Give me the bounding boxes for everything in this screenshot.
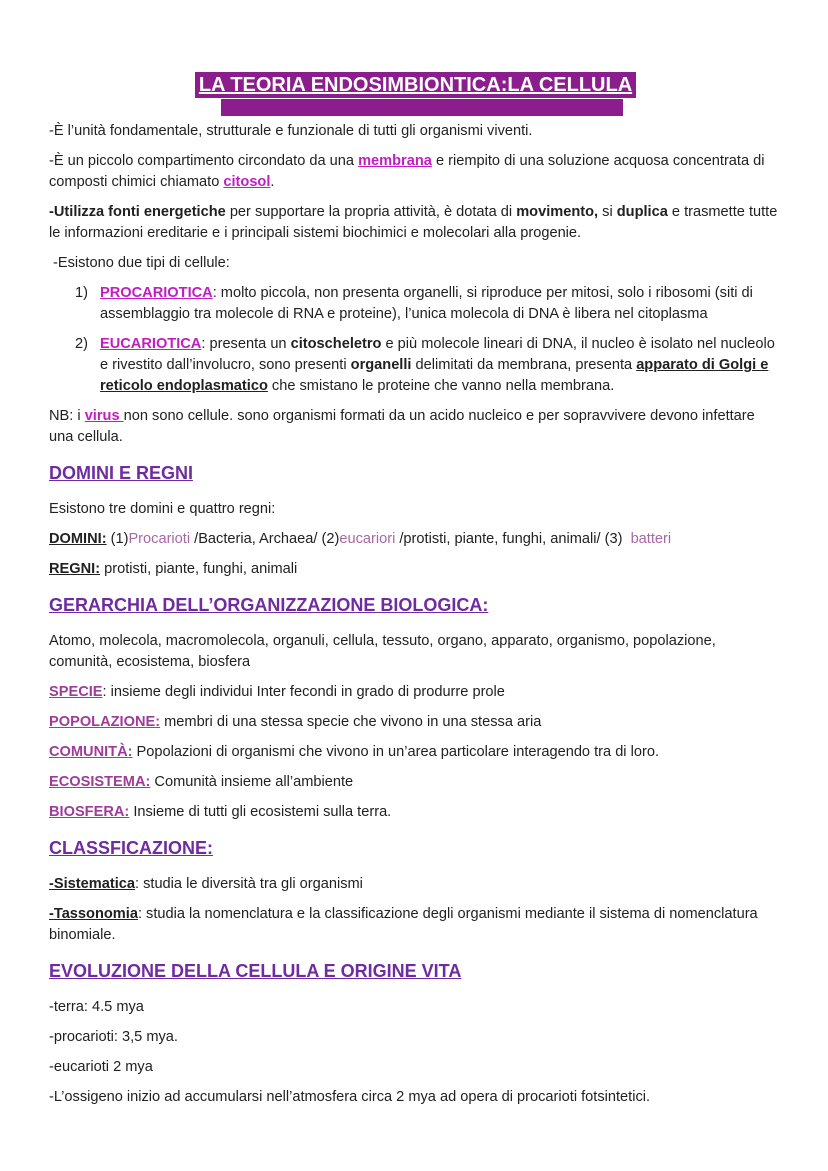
bold-run: organelli [350,357,412,373]
text-run: -eucarioti 2 mya [49,1059,153,1075]
nb-paragraph [49,406,782,448]
list-item [49,334,782,397]
text-run: non sono cellule. sono organismi formati da un acido nucleico e per sopravvivere devono infettare una cellula. [49,408,755,445]
regni-line [49,559,782,580]
biosfera-line [49,802,782,823]
text-run: -È un piccolo compartimento circondato da una [49,153,359,169]
text-run: NB: i [49,408,85,424]
intro-line-3 [49,202,782,244]
text-run: e più molecole lineari di DNA, il nucleo è isolato nel nucleolo e rivestito dall’involucro, sono presenti [100,336,775,373]
label-biosfera: BIOSFERA: [49,804,130,820]
bold-run: movimento, [516,204,599,220]
intro-line-1-text: -È l’unità fondamentale, strutturale e funzionale di tutti gli organismi viventi. [49,123,533,139]
label-sistematica: -Sistematica [49,876,135,892]
list-number: 2) [75,336,88,352]
specie-line [49,682,782,703]
bold-run: citoscheletro [290,336,382,352]
text-run: -L’ossigeno inizio ad accumularsi nell’atmosfera circa 2 mya ad opera di procarioti fotsintetici. [49,1089,651,1105]
cell-types-list [49,283,782,397]
text-run: che smistano le proteine che vanno nella membrana. [267,378,615,394]
heading-evoluzione: EVOLUZIONE DELLA CELLULA E ORIGINE VITA [49,961,462,981]
heading-gerarchia: GERARCHIA DELL’ORGANIZZAZIONE BIOLOGICA: [49,595,489,615]
bold-run: duplica [616,204,668,220]
label-comunita: COMUNITÀ: [49,744,133,760]
tassonomia-line [49,904,782,946]
domini-line [49,529,782,550]
text-run: membri di una stessa specie che vivono in una stessa aria [160,714,542,730]
title-highlight-bar [221,99,623,116]
text-run: si [598,204,617,220]
label-specie: SPECIE [49,684,103,700]
text-run: : insieme degli individui Inter fecondi in grado di produrre prole [102,684,505,700]
text-run: -terra: 4.5 mya [49,999,144,1015]
text-run: : molto piccola, non presenta organelli, si riproduce per mitosi, solo i ribosomi (siti di assemblaggio tra molecole di RNA e proteine), l’unica molecola di DNA è libera nel citoplasma [100,285,753,322]
text-run: Popolazioni di organismi che vivono in un’area particolare interagendo tra di loro. [132,744,659,760]
word-eucariori: eucariori [339,531,396,547]
intro-line-1 [49,121,782,142]
ecosistema-line [49,772,782,793]
label-regni: REGNI: [49,561,101,577]
domini-intro [49,499,782,520]
text-run: delimitati da membrana, presenta [411,357,637,373]
label-ecosistema: ECOSISTEMA: [49,774,151,790]
label-domini: DOMINI: [49,531,107,547]
text-run: -procarioti: 3,5 mya. [49,1029,178,1045]
text-run: : studia le diversità tra gli organismi [134,876,363,892]
text-run: (1) [106,531,129,547]
text-run: Insieme di tutti gli ecosistemi sulla terra. [129,804,392,820]
text-run: Esistono tre domini e quattro regni: [49,501,276,517]
heading-classificazione: CLASSFICAZIONE: [49,838,213,858]
bold-run: -Utilizza fonti energetiche [49,204,226,220]
link-membrana[interactable]: membrana [358,153,432,169]
link-eucariotica[interactable]: EUCARIOTICA [100,336,202,352]
text-run: /Bacteria, Archaea/ (2) [190,531,340,547]
label-tassonomia: -Tassonomia [49,906,138,922]
text-run: : studia la nomenclatura e la classificazione degli organismi mediante il sistema di nomenclatura binomiale. [49,906,758,943]
text-run: Comunità insieme all’ambiente [150,774,354,790]
text-run: per supportare la propria attività, è dotata di [225,204,517,220]
link-citosol[interactable]: citosol [223,174,271,190]
link-virus[interactable]: virus [84,408,124,424]
text-run: /protisti, piante, funghi, animali/ (3) [395,531,631,547]
list-item-body [100,283,782,325]
text-run: protisti, piante, funghi, animali [100,561,298,577]
word-batteri: batteri [630,531,672,547]
text-run: . [270,174,275,190]
evoluzione-terra [49,997,782,1018]
text-run: : presenta un [201,336,291,352]
text-run: e riempito di una soluzione acquosa concentrata di composti chimici chiamato [49,153,765,190]
evoluzione-eucarioti [49,1057,782,1078]
label-popolazione: POPOLAZIONE: [49,714,161,730]
heading-domini-e-regni: DOMINI E REGNI [49,463,194,483]
gerarchia-paragraph [49,631,782,673]
page-title: LA TEORIA ENDOSIMBIONTICA:LA CELLULA [195,72,636,98]
bold-underline-run: apparato di Golgi e reticolo endoplasmatico [100,357,769,394]
link-procariotica[interactable]: PROCARIOTICA [100,285,213,301]
list-item [49,283,782,325]
intro-line-4 [49,253,782,274]
comunita-line [49,742,782,763]
list-item-body [100,334,782,397]
text-run: e trasmette tutte le informazioni ereditarie e i principali sistemi biochimici e molecolari alla progenie. [49,204,778,241]
evoluzione-procarioti [49,1027,782,1048]
evoluzione-ossigeno [49,1087,782,1108]
intro-line-2 [49,151,782,193]
popolazione-line [49,712,782,733]
list-number: 1) [75,285,88,301]
sistematica-line [49,874,782,895]
word-procarioti: Procarioti [128,531,191,547]
text-run: Atomo, molecola, macromolecola, organuli, cellula, tessuto, organo, apparato, organismo, popolazione, comunità, ecosistema, biosfera [49,633,716,670]
title-block [49,72,782,116]
text-run: -Esistono due tipi di cellule: [53,255,230,271]
